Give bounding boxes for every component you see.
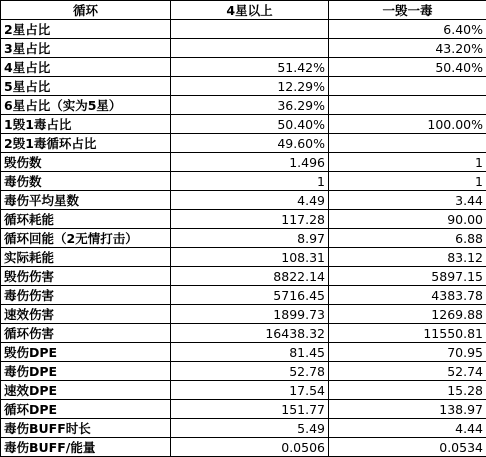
value-cell-one-ruin-one-poison[interactable]: 90.00 — [329, 210, 486, 229]
row-label-cell[interactable]: 循环耗能 — [1, 210, 171, 229]
value-cell-one-ruin-one-poison[interactable] — [329, 77, 486, 96]
value-cell-one-ruin-one-poison[interactable]: 100.00% — [329, 115, 486, 134]
table-row — [1, 343, 486, 362]
table-row — [1, 115, 486, 134]
value-cell-one-ruin-one-poison[interactable]: 3.44 — [329, 191, 486, 210]
value-cell-one-ruin-one-poison[interactable]: 1269.88 — [329, 305, 486, 324]
row-label-cell[interactable]: 循环伤害 — [1, 324, 171, 343]
table-row — [1, 248, 486, 267]
table-row — [1, 20, 486, 39]
row-label-cell[interactable]: 毒伤BUFF时长 — [1, 419, 171, 438]
header-4star-plus[interactable]: 4星以上 — [171, 1, 329, 20]
value-cell-one-ruin-one-poison[interactable]: 138.97 — [329, 400, 486, 419]
value-cell-one-ruin-one-poison[interactable]: 5897.15 — [329, 267, 486, 286]
row-label-cell[interactable]: 5星占比 — [1, 77, 171, 96]
value-cell-one-ruin-one-poison[interactable]: 0.0534 — [329, 438, 486, 457]
value-cell-4star-plus[interactable]: 52.78 — [171, 362, 329, 381]
row-label-cell[interactable]: 毁伤数 — [1, 153, 171, 172]
row-label-cell[interactable]: 2星占比 — [1, 20, 171, 39]
table-row — [1, 39, 486, 58]
table-row — [1, 96, 486, 115]
value-cell-4star-plus[interactable]: 16438.32 — [171, 324, 329, 343]
value-cell-one-ruin-one-poison[interactable]: 11550.81 — [329, 324, 486, 343]
header-cycle[interactable]: 循环 — [1, 1, 171, 20]
table-row — [1, 229, 486, 248]
value-cell-one-ruin-one-poison[interactable]: 50.40% — [329, 58, 486, 77]
row-label-cell[interactable]: 毁伤DPE — [1, 343, 171, 362]
value-cell-4star-plus[interactable]: 12.29% — [171, 77, 329, 96]
value-cell-one-ruin-one-poison[interactable]: 1 — [329, 153, 486, 172]
row-label-cell[interactable]: 1毁1毒占比 — [1, 115, 171, 134]
table-row — [1, 58, 486, 77]
value-cell-4star-plus[interactable]: 8822.14 — [171, 267, 329, 286]
table-row — [1, 267, 486, 286]
value-cell-one-ruin-one-poison[interactable]: 15.28 — [329, 381, 486, 400]
table-row — [1, 362, 486, 381]
value-cell-4star-plus[interactable]: 51.42% — [171, 58, 329, 77]
row-label-cell[interactable]: 毁伤伤害 — [1, 267, 171, 286]
value-cell-4star-plus[interactable]: 17.54 — [171, 381, 329, 400]
value-cell-4star-plus[interactable]: 8.97 — [171, 229, 329, 248]
table-row — [1, 400, 486, 419]
value-cell-one-ruin-one-poison[interactable]: 83.12 — [329, 248, 486, 267]
header-row — [1, 1, 486, 20]
value-cell-one-ruin-one-poison[interactable]: 6.88 — [329, 229, 486, 248]
value-cell-one-ruin-one-poison[interactable]: 1 — [329, 172, 486, 191]
value-cell-4star-plus[interactable] — [171, 39, 329, 58]
table-row — [1, 191, 486, 210]
row-label-cell[interactable]: 6星占比（实为5星） — [1, 96, 171, 115]
value-cell-one-ruin-one-poison[interactable]: 70.95 — [329, 343, 486, 362]
value-cell-one-ruin-one-poison[interactable] — [329, 96, 486, 115]
value-cell-4star-plus[interactable]: 0.0506 — [171, 438, 329, 457]
table-row — [1, 419, 486, 438]
value-cell-4star-plus[interactable]: 4.49 — [171, 191, 329, 210]
table-row — [1, 77, 486, 96]
row-label-cell[interactable]: 实际耗能 — [1, 248, 171, 267]
value-cell-one-ruin-one-poison[interactable]: 4.44 — [329, 419, 486, 438]
row-label-cell[interactable]: 毒伤数 — [1, 172, 171, 191]
row-label-cell[interactable]: 毒伤平均星数 — [1, 191, 171, 210]
value-cell-one-ruin-one-poison[interactable] — [329, 134, 486, 153]
value-cell-4star-plus[interactable]: 1899.73 — [171, 305, 329, 324]
table-row — [1, 210, 486, 229]
table-row — [1, 305, 486, 324]
row-label-cell[interactable]: 毒伤BUFF/能量 — [1, 438, 171, 457]
value-cell-4star-plus[interactable]: 117.28 — [171, 210, 329, 229]
value-cell-4star-plus[interactable]: 1.496 — [171, 153, 329, 172]
value-cell-one-ruin-one-poison[interactable]: 52.74 — [329, 362, 486, 381]
row-label-cell[interactable]: 循环回能（2无情打击） — [1, 229, 171, 248]
value-cell-4star-plus[interactable]: 5716.45 — [171, 286, 329, 305]
table-row — [1, 381, 486, 400]
row-label-cell[interactable]: 4星占比 — [1, 58, 171, 77]
table-row — [1, 134, 486, 153]
row-label-cell[interactable]: 速效DPE — [1, 381, 171, 400]
value-cell-4star-plus[interactable]: 1 — [171, 172, 329, 191]
table-row — [1, 286, 486, 305]
value-cell-4star-plus[interactable]: 151.77 — [171, 400, 329, 419]
value-cell-4star-plus[interactable]: 49.60% — [171, 134, 329, 153]
table-row — [1, 324, 486, 343]
table-row — [1, 438, 486, 457]
row-label-cell[interactable]: 速效伤害 — [1, 305, 171, 324]
row-label-cell[interactable]: 3星占比 — [1, 39, 171, 58]
row-label-cell[interactable]: 毒伤伤害 — [1, 286, 171, 305]
value-cell-4star-plus[interactable]: 50.40% — [171, 115, 329, 134]
row-label-cell[interactable]: 毒伤DPE — [1, 362, 171, 381]
table-row — [1, 172, 486, 191]
row-label-cell[interactable]: 2毁1毒循环占比 — [1, 134, 171, 153]
value-cell-4star-plus[interactable]: 36.29% — [171, 96, 329, 115]
value-cell-one-ruin-one-poison[interactable]: 6.40% — [329, 20, 486, 39]
row-label-cell[interactable]: 循环DPE — [1, 400, 171, 419]
value-cell-one-ruin-one-poison[interactable]: 43.20% — [329, 39, 486, 58]
value-cell-4star-plus[interactable]: 5.49 — [171, 419, 329, 438]
value-cell-4star-plus[interactable]: 108.31 — [171, 248, 329, 267]
value-cell-4star-plus[interactable]: 81.45 — [171, 343, 329, 362]
header-one-ruin-one-poison[interactable]: 一毁一毒 — [329, 1, 486, 20]
value-cell-one-ruin-one-poison[interactable]: 4383.78 — [329, 286, 486, 305]
table-row — [1, 153, 486, 172]
value-cell-4star-plus[interactable] — [171, 20, 329, 39]
